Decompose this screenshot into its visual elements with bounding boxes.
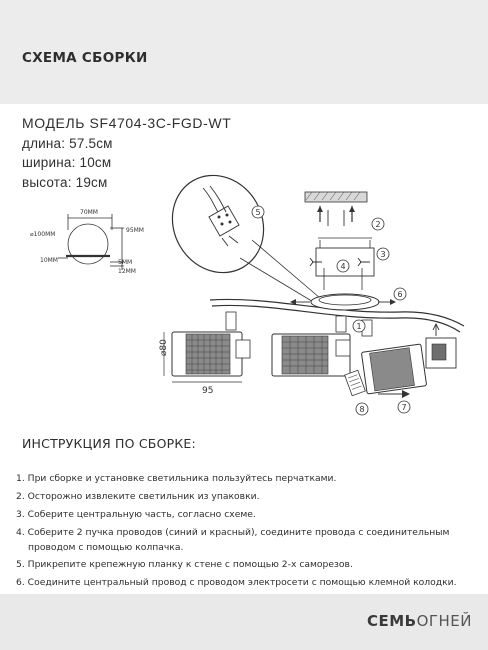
dim-diameter-label: ⌀100MM [30, 231, 56, 238]
page-title: СХЕМА СБОРКИ [22, 50, 148, 66]
brand-bold: СЕМЬ [366, 612, 417, 630]
callout-2: 2 [375, 220, 381, 229]
dim-12-label: 12MM [118, 268, 136, 275]
brand-logo [367, 612, 472, 630]
dim-right-label: 95MM [126, 227, 144, 234]
instruction-step: 2. Осторожно извлеките светильник из упаковки. [16, 491, 260, 502]
dimension-drawing [58, 214, 124, 270]
spec-model: МОДЕЛЬ SF4704-3C-FGD-WT [22, 115, 232, 131]
spec-width: ширина: 10см [22, 155, 112, 170]
instruction-step: 5. Прикрепите крепежную планку к стене с помощью 2-х саморезов. [16, 559, 353, 570]
instruction-step: 6. Соедините центральный провод с проводом электросети с помощью клемной колодки. [16, 577, 457, 588]
instructions-title: ИНСТРУКЦИЯ ПО СБОРКЕ: [22, 436, 196, 451]
shade-1 [164, 312, 250, 382]
instruction-step-4 [16, 524, 457, 556]
callout-3: 3 [380, 250, 386, 259]
instruction-step-4-line2: проводом с помощью колпачка. [28, 542, 184, 553]
canopy-detail [155, 160, 320, 306]
dim-5-label: 5MM [118, 259, 133, 266]
dim-left-label: 10MM [40, 257, 58, 264]
shade-2 [272, 316, 350, 376]
spec-length: длина: 57.5см [22, 135, 113, 151]
assembly-diagram [0, 160, 488, 430]
instruction-step: 3. Соберите центральную часть, согласно схеме. [16, 509, 256, 520]
dim-top-label: 70MM [80, 209, 98, 216]
callout-6: 6 [397, 290, 403, 299]
instruction-list [16, 470, 457, 592]
ceiling-plate [305, 192, 367, 226]
instruction-step-4-line1: 4. Соберите 2 пучка проводов (синий и красный), соедините провода с соединительным [16, 527, 450, 538]
callout-8: 8 [359, 405, 365, 414]
shade-diameter-label: ⌀80 [159, 339, 169, 356]
spec-height: высота: 19см [22, 174, 108, 190]
shade-length-label: 95 [202, 386, 214, 396]
brand-light: ОГНЕЙ [416, 612, 472, 630]
callout-7: 7 [401, 403, 407, 412]
callout-4: 4 [340, 262, 346, 271]
callout-5: 5 [255, 208, 261, 217]
callout-1: 1 [356, 322, 362, 331]
instruction-step: 1. При сборке и установке светильника пользуйтесь перчатками. [16, 473, 337, 484]
